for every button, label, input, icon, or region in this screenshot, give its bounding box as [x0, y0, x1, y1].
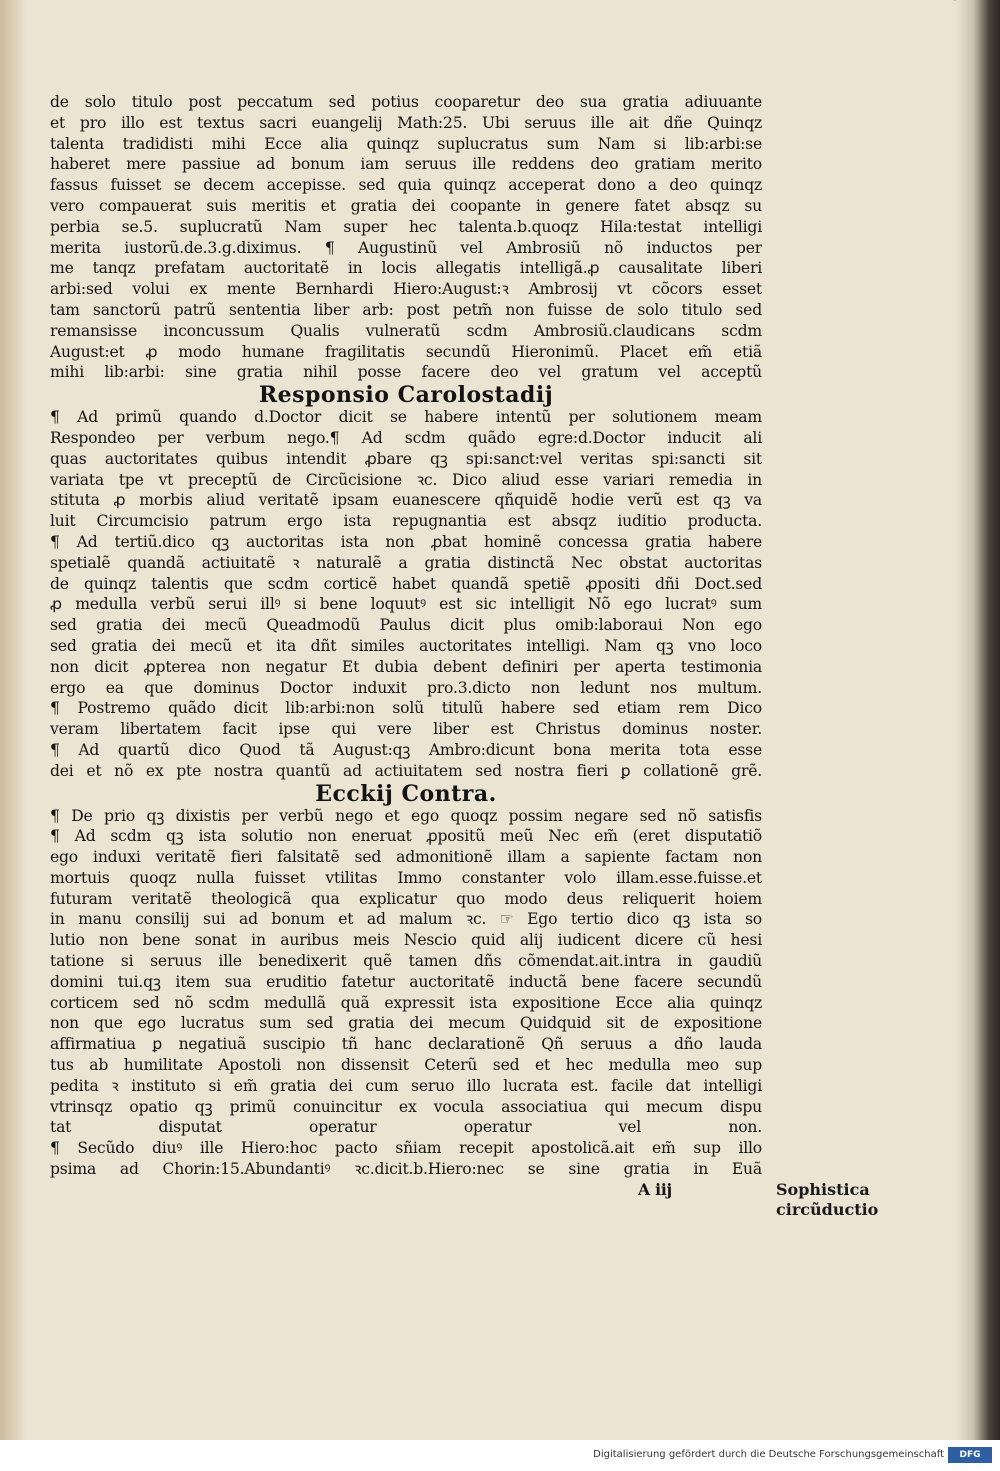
- page-edge-shadow: [956, 0, 1000, 1440]
- text-line: ¶ Secũdo diuꝰ ille Hiero:hoc pacto sñiam recepit apostolicã.ait em̃ sup illo: [50, 1139, 762, 1158]
- text-line: dei et nõ ex pte nostra quantũ ad actiuitatem sed nostra fieri ꝑ collationẽ grẽ.: [50, 761, 762, 780]
- text-line: vero compauerat suis meritis et gratia dei coopante in genere fatet absqz su: [50, 196, 762, 215]
- text-line: quas auctoritates quibus intendit ꝓbare qꝫ spi:sanct:vel veritas spi:sancti sit: [50, 449, 762, 468]
- text-line: ergo ea que dominus Doctor induxit pro.3.dicto non ledunt nos multum.: [50, 678, 762, 697]
- signature-mark: A iij: [637, 1179, 672, 1199]
- dfg-logo: DFG: [948, 1447, 992, 1463]
- text-line: lutio non bene sonat in auribus meis Nescio quid alij iudicent dicere cũ hesi: [50, 931, 762, 950]
- text-line: merita iustorũ.de.3.g.diximus. ¶ Augustinũ vel Ambrosiũ nõ inductos per: [50, 238, 762, 257]
- text-line: corticem sed nõ scdm medullã quã expressit ista expositione Ecce alia quinqz: [50, 993, 762, 1012]
- text-line: sed gratia dei mecũ Queadmodũ Paulus dicit plus omib:laboraui Non ego: [50, 616, 762, 635]
- text-line: non dicit ꝓpterea non negatur Et dubia debent definiri per aperta testimonia: [50, 657, 762, 676]
- text-line: tat disputat operatur operatur vel non.: [50, 1118, 762, 1137]
- paragraph-intro: [50, 92, 762, 383]
- margin-note-line: Sophistica: [776, 1180, 870, 1199]
- text-line: haberet mere passiue ad bonum iam seruus ille reddens deo gratiam merito: [50, 155, 762, 174]
- text-line: ¶ Ad scdm qꝫ ista solutio non eneruat ꝓpositũ meũ Nec em̃ (eret disputatiõ: [50, 827, 762, 846]
- text-line: August:et ꝓ modo humane fragilitatis secundũ Hieronimũ. Placet em̃ etiã: [50, 342, 762, 361]
- text-line: mortuis quoqz nulla fuisset vtilitas Immo constanter volo illam.esse.fuisse.et: [50, 868, 762, 887]
- funding-credit: Digitalisierung gefördert durch die Deutsche Forschungsgemeinschaft: [593, 1449, 944, 1460]
- heading-contra: Ecckij Contra.: [315, 781, 497, 806]
- text-line: me tanqz prefatam auctoritatẽ in locis allegatis intelligã.ꝓ causalitate liberi: [50, 259, 762, 278]
- text-line: variata tpe vt preceptũ de Circũcisione ꝛc. Dico aliud esse variari remedia in: [50, 470, 762, 489]
- text-line: sed gratia dei mecũ et ita dñt similes auctoritates intelligi. Nam qꝫ vno loco: [50, 636, 762, 655]
- text-line: spetialẽ quandã actiuitatẽ ꝛ naturalẽ a gratia distinctã Nec obstat auctoritas: [50, 553, 762, 572]
- text-line: tam sanctorũ patrũ sententia liber arb: post petm̃ non fuisse de solo titulo sed: [50, 300, 762, 319]
- text-line: Respondeo per verbum nego.¶ Ad scdm quãdo egre:d.Doctor inducit ali: [50, 428, 762, 447]
- text-line: de quinqz talentis que scdm corticẽ habet quandã spetiẽ ꝓpositi dñi Doct.sed: [50, 574, 762, 593]
- text-line: domini tui.qꝫ item sua eruditio fatetur auctoritatẽ inductã bene facere secundũ: [50, 972, 762, 991]
- footer-bar: [0, 1440, 1000, 1471]
- text-line: veram libertatem facit ipse qui vere liber est Christus dominus noster.: [50, 720, 762, 739]
- text-line: futuram veritatẽ theologicã qua explicatur quo modo deus reliquerit hoiem: [50, 889, 762, 908]
- text-line: affirmatiua ꝑ negatiuã suscipio tñ hanc declarationẽ Qñ seruus a dño lauda: [50, 1035, 762, 1054]
- text-line: ¶ Ad quartũ dico Quod tã August:qꝫ Ambro:dicunt bona merita tota esse: [50, 740, 762, 759]
- text-line: vtrinsqz opatio qꝫ primũ conuincitur ex vocula associatiua qui mecum dispu: [50, 1097, 762, 1116]
- margin-note-line: circũductio: [776, 1200, 879, 1219]
- heading-responsio: Responsio Carolostadij: [258, 383, 554, 408]
- text-line: de solo titulo post peccatum sed potius cooparetur deo sua gratia adiuuante: [50, 93, 762, 111]
- text-line: stituta ꝓ morbis aliud veritatẽ ipsam euanescere qñquidẽ hodie verũ est qꝫ va: [50, 491, 762, 510]
- text-line: ¶ Ad primũ quando d.Doctor dicit se habere intentũ per solutionem meam: [50, 408, 762, 427]
- text-line: remansisse inconcussum Qualis vulneratũ scdm Ambrosiũ.claudicans scdm: [50, 321, 762, 340]
- text-line: luit Circumcisio patrum ergo ista repugnantia est absqz iuditio producta.: [50, 512, 762, 531]
- text-line: talenta tradidisti mihi Ecce alia quinqz suplucratus sum Nam si lib:arbi:se: [50, 134, 762, 153]
- text-line: psima ad Chorin:15.Abundantiꝰ ꝛc.dicit.b.Hiero:nec se sine gratia in Euã: [50, 1160, 762, 1179]
- paragraph-responsio: [50, 407, 762, 781]
- text-line: tatione si seruus ille benedixerit quẽ tamen dñs cõmendat.ait.intra in gaudiũ: [50, 952, 762, 971]
- margin-note: [776, 1180, 916, 1220]
- text-line: non que ego lucratus sum sed gratia dei mecum Quidquid sit de expositione: [50, 1014, 762, 1033]
- text-line: ego induxi veritatẽ fieri falsitatẽ sed admonitionẽ illam a sapiente factam non: [50, 848, 762, 867]
- text-line: pedita ꝛ instituto si em̃ gratia dei cum seruo illo lucrata est. facile dat intelligi: [50, 1076, 762, 1095]
- text-line: ¶ Postremo quãdo dicit lib:arbi:non solũ titulũ habere sed etiam rem Dico: [50, 699, 762, 718]
- text-line: in manu consilij sui ad bonum et ad malum ꝛc. ☞ Ego tertio dico qꝫ ista so: [50, 910, 762, 929]
- text-line: ꝓ medulla verbũ serui illꝰ si bene loquutꝰ est sic intelligit Nõ ego lucratꝰ sum: [50, 595, 762, 614]
- text-line: mihi lib:arbi: sine gratia nihil posse facere deo vel gratum vel acceptũ: [50, 363, 762, 382]
- text-line: arbi:sed volui ex mente Bernhardi Hiero:August:ꝛ Ambrosij vt cõcors esset: [50, 280, 762, 299]
- text-line: ¶ Ad tertiũ.dico qꝫ auctoritas ista non ꝓbat hominẽ concessa gratia habere: [50, 532, 762, 551]
- text-block: [50, 92, 762, 1201]
- text-line: tus ab humilitate Apostoli non dissensit Ceterũ sed et hec medulla meo sup: [50, 1056, 762, 1075]
- text-line: ¶ De prio qꝫ dixistis per verbũ nego et ego quoqz possim negare sed nõ satisfis: [50, 806, 762, 825]
- text-line: et pro illo est textus sacri euangelij Math:25. Ubi seruus ille ait dñe Quinqz: [50, 113, 762, 132]
- text-line: fassus fuisset se decem accepisse. sed quia quinqz acceperat dono a deo quinqz: [50, 176, 762, 195]
- paragraph-contra: [50, 806, 762, 1180]
- text-line: perbia se.5. suplucratũ Nam super hec talenta.b.quoqz Hila:testat intelligi: [50, 217, 762, 236]
